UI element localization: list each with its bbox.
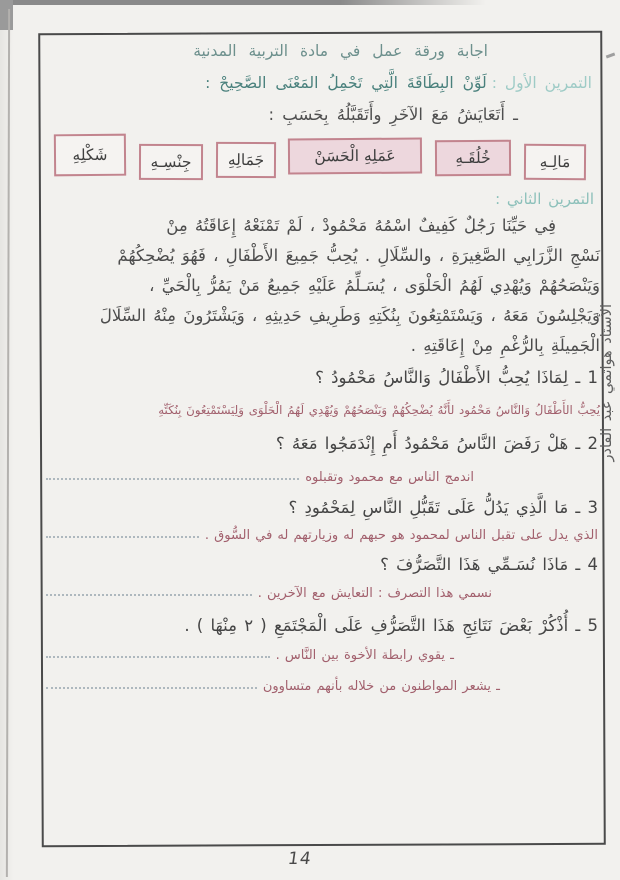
dotted-answer-line (46, 687, 257, 689)
answer-3-handwritten: الذي يدل على تقبل الناس لمحمود هو حبهم له وزيارتهم له في السُّوق . (204, 528, 598, 543)
page-title: اجابة ورقة عمل في مادة التربية المدنية (193, 42, 488, 60)
dotted-answer-line (46, 656, 270, 658)
question-1: 1 ـ لِمَاذَا يُحِبُّ الأَطْفَالُ وَالنَّاسُ مَحْمُودُ ؟ (315, 368, 598, 387)
dotted-answer-line (46, 536, 199, 538)
answer-2-handwritten: اندمج الناس مع محمود وتقبلوه (305, 470, 474, 485)
answer-5b-row (46, 679, 600, 694)
photocopy-edge-line (6, 9, 10, 877)
worksheet-content (44, 34, 600, 846)
answer-3-row (46, 528, 600, 543)
answer-5a-row (46, 648, 600, 663)
card-his-race: جِنْسِـهِ (139, 144, 203, 180)
exercise1-header (44, 74, 600, 92)
card-his-appearance: شَكْلِهِ (54, 134, 126, 177)
passage-line: وَيَنْصَحُهُمْ وَيُهْدِي لَهُمُ الْحَلْوَى ، يُسَـلِّمُ عَلَيْهِ جَمِيعُ مَنْ يَمُرُّ بِالْحَيِّ ، (149, 276, 600, 295)
photo-edge-corner (0, 0, 13, 30)
exercise2-label: التمرين الثاني : (495, 190, 594, 208)
passage-line: وَيَجْلِسُونَ مَعَهُ ، وَيَسْتَمْتِعُونَ بِنُكَتِهِ وَطَرِيفِ حَدِيثِهِ ، وَيَشْتَرُونَ مِنْهُ السِّلَالَ (99, 306, 600, 325)
answer-2-row (46, 470, 600, 485)
photo-edge-top (0, 0, 486, 5)
teacher-margin-note: الأستاذ هواتمي عبد القادر (599, 304, 615, 462)
exercise1-prompt: ـ أَتَعَايَشُ مَعَ الآخَرِ وأَتَقَبَّلُهُ بِحَسَبِ : (268, 105, 518, 124)
card-his-character: خُلُقَـهِ (435, 140, 511, 176)
question-2: 2 ـ هَلْ رَفَضَ النَّاسُ مَحْمُودُ أَمِ إِنْدَمَجُوا مَعَهُ ؟ (275, 434, 598, 453)
answer-1-handwritten: يُحِبُّ الأَطْفَالُ وَالنَّاسُ مَحْمُود لأَنَّهُ يُضْحِكُهُمْ وَيَنْصَحُهُمْ وَيُهْدِي لَهُمُ الْحَلْوَى وَلِيَسْتَمْتِعُونَ بِنُكَتِّهِ (158, 403, 600, 417)
answer-4-row (46, 586, 600, 601)
passage-line: فِي حَيِّنَا رَجُلٌ كَفِيفٌ اسْمُهُ مَحْمُودْ ، لَمْ تَمْنَعْهُ إِعَاقَتُهُ مِنْ (166, 216, 556, 235)
question-4: 4 ـ مَاذَا نُسَـمِّي هَذَا التَّصَرُّفَ ؟ (380, 555, 598, 574)
card-his-money: مَالِـهِ (524, 144, 586, 180)
dotted-answer-line (46, 594, 252, 596)
answer-5b-handwritten: ـ يشعر المواطنون من خلاله بأنهم متساوون (262, 679, 500, 694)
answer-cards-row (44, 134, 600, 180)
passage-line: الْجَمِيلَةِ بِالرُّغْمِ مِنْ إِعَاقَتِهِ . (410, 336, 600, 355)
stray-pencil-mark (606, 53, 615, 59)
question-3: 3 ـ مَا الَّذِي يَدُلُّ عَلَى تَقَبُّلِ النَّاسِ لِمَحْمُودِ ؟ (288, 498, 598, 517)
question-5: 5 ـ أُذْكُرْ بَعْضَ نَتَائِجِ هَذَا التَّصَرُّفِ عَلَى الْمَجْتَمَعِ ( ٢ مِنْهَا ) . (184, 616, 598, 635)
card-his-beauty: جَمَالِهِ (216, 142, 276, 178)
page-number: 14 (286, 849, 314, 869)
answer-4-handwritten: نسمي هذا التصرف : التعايش مع الآخرين . (257, 586, 492, 601)
answer-5a-handwritten: ـ يقوي رابطة الأخوة بين النَّاس . (275, 648, 454, 663)
passage-line: نَسْجِ الزَّرَابِي الصَّغِيرَةِ ، والسِّلَالِ . يُحِبُّ جَمِيعَ الأَطْفَالِ ، فَهُوَ يُضْحِكُهُمْ (117, 246, 600, 265)
exercise1-label: التمرين الأول : (491, 74, 592, 92)
exercise1-instruction: لَوِّنْ البِطَاقَةَ الَّتِي تَحْمِلُ المَعْنَى الصَّحِيحْ : (205, 74, 487, 92)
dotted-answer-line (46, 478, 299, 480)
card-his-good-deed: عَمَلِهِ الْحَسَنْ (288, 138, 422, 175)
